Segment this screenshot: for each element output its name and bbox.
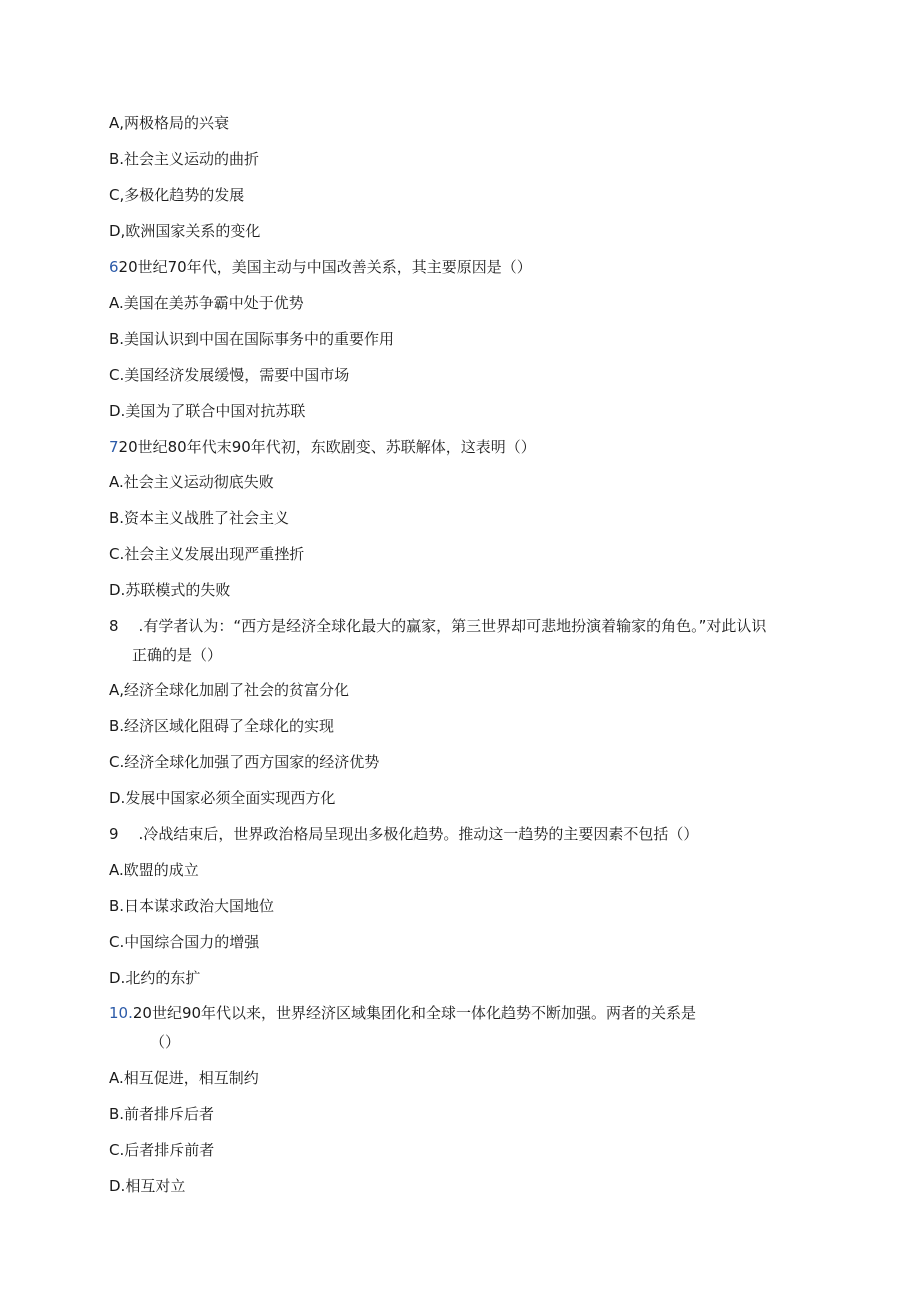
q5-option-a: A,两极格局的兴衰 [109, 114, 230, 132]
q5-option-d: D,欧洲国家关系的变化 [109, 222, 261, 240]
q9-number: 9 [109, 825, 119, 843]
q7-option-a: A.社会主义运动彻底失败 [109, 473, 274, 491]
q7-text: 20世纪80年代末90年代初，东欧剧变、苏联解体，这表明（） [118, 438, 536, 456]
q7-option-b: B.资本主义战胜了社会主义 [109, 509, 290, 527]
q6-stem [109, 257, 532, 277]
q8-option-c: C.经济全球化加强了西方国家的经济优势 [109, 753, 380, 771]
q7-number: 7 [109, 438, 119, 456]
q5-option-b: B.社会主义运动的曲折 [109, 150, 260, 168]
q6-option-a: A.美国在美苏争霸中处于优势 [109, 294, 304, 312]
q10-option-d: D.相互对立 [109, 1177, 186, 1195]
q9-option-a: A.欧盟的成立 [109, 861, 199, 879]
q9-text: .冷战结束后，世界政治格局呈现出多极化趋势。推动这一趋势的主要因素不包括（） [138, 825, 699, 843]
q6-option-b: B.美国认识到中国在国际事务中的重要作用 [109, 330, 395, 348]
q7-option-c: C.社会主义发展出现严重挫折 [109, 545, 305, 563]
q10-option-c: C.后者排斥前者 [109, 1141, 215, 1159]
q8-stem [109, 616, 766, 636]
q6-text: 20世纪70年代，美国主动与中国改善关系，其主要原因是（） [118, 258, 532, 276]
q10-stem-continuation: （） [150, 1033, 181, 1051]
q8-text: .有学者认为：“西方是经济全球化最大的赢家，第三世界却可悲地扮演着输家的角色。”对此认识 [138, 617, 767, 635]
q6-option-d: D.美国为了联合中国对抗苏联 [109, 402, 306, 420]
q6-option-c: C.美国经济发展缓慢，需要中国市场 [109, 366, 350, 384]
q10-stem [109, 1003, 696, 1023]
q8-number: 8 [109, 617, 119, 635]
q9-option-c: C.中国综合国力的增强 [109, 933, 260, 951]
q8-stem-continuation: 正确的是（） [132, 646, 223, 664]
q7-stem [109, 437, 536, 457]
q9-option-d: D.北约的东扩 [109, 969, 201, 987]
q9-stem [109, 824, 698, 844]
q7-option-d: D.苏联模式的失败 [109, 581, 231, 599]
q10-text: 20世纪90年代以来，世界经济区域集团化和全球一体化趋势不断加强。两者的关系是 [132, 1004, 697, 1022]
q10-option-b: B.前者排斥后者 [109, 1105, 215, 1123]
q8-option-b: B.经济区域化阻碍了全球化的实现 [109, 717, 335, 735]
q6-number: 6 [109, 258, 119, 276]
q10-number: 10. [109, 1004, 133, 1022]
q10-option-a: A.相互促进，相互制约 [109, 1069, 259, 1087]
q9-option-b: B.日本谋求政治大国地位 [109, 897, 275, 915]
q8-option-d: D.发展中国家必须全面实现西方化 [109, 789, 336, 807]
q8-option-a: A,经济全球化加剧了社会的贫富分化 [109, 681, 350, 699]
q5-option-c: C,多极化趋势的发展 [109, 186, 245, 204]
